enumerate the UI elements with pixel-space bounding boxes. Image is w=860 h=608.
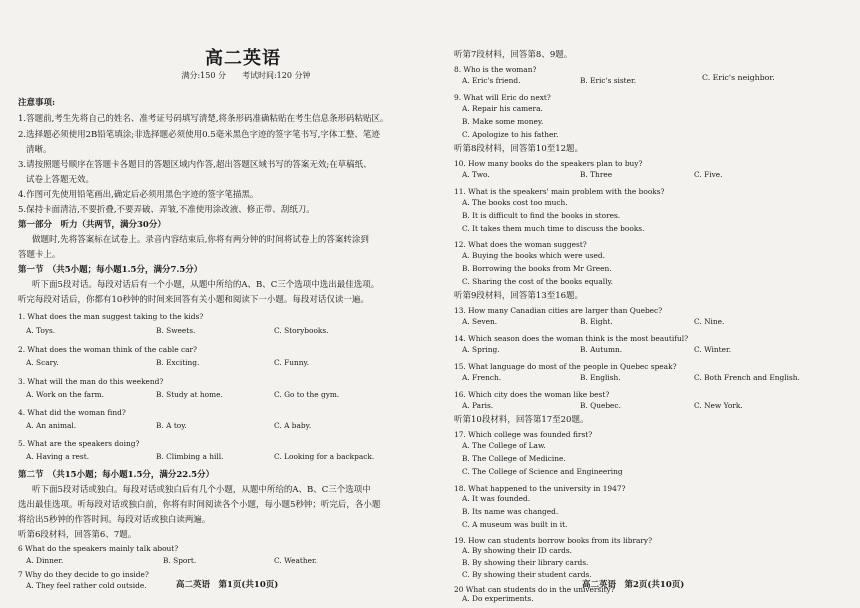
question-12: 12. What does the woman suggest? bbox=[454, 240, 587, 249]
question-20: 20 What can students do in the university? bbox=[454, 585, 615, 594]
q1-option-b[interactable]: B. Sweets. bbox=[156, 326, 196, 335]
material-7-heading: 听第7段材料，回答第8、9题。 bbox=[454, 50, 573, 60]
q3-option-c[interactable]: C. Go to the gym. bbox=[274, 390, 340, 399]
q13-option-c[interactable]: C. Nine. bbox=[694, 317, 725, 326]
question-16: 16. Which city does the woman like best? bbox=[454, 390, 610, 399]
q17-option-c[interactable]: C. The College of Science and Engineering bbox=[462, 467, 623, 476]
question-4: 4. What did the woman find? bbox=[18, 408, 126, 417]
q9-option-c[interactable]: C. Apologize to his father. bbox=[462, 130, 559, 139]
question-6: 6 What do the speakers mainly talk about? bbox=[18, 544, 179, 553]
part-1-intro-1: 做题时,先将答案标在试卷上。录音内容结束后,你将有两分钟的时间将试卷上的答案转涂到 bbox=[32, 235, 369, 245]
section-1-intro-2: 听完每段对话后，你都有10秒钟的时间来回答有关小题和阅读下一小题。每段对话仅读一遍。 bbox=[18, 295, 369, 305]
q6-option-c[interactable]: C. Weather. bbox=[274, 556, 318, 565]
question-5: 5. What are the speakers doing? bbox=[18, 439, 140, 448]
q15-option-b[interactable]: B. English. bbox=[580, 373, 621, 382]
material-9-heading: 听第9段材料，回答第13至16题。 bbox=[454, 291, 584, 301]
q9-option-a[interactable]: A. Repair his camera. bbox=[462, 104, 543, 113]
page-title: 高二英语 bbox=[205, 48, 281, 69]
section-2-intro-1: 听下面5段对话或独白。每段对话或独白后有几个小题，从题中所给的A、B、C三个选项中 bbox=[32, 485, 371, 495]
q16-option-c[interactable]: C. New York. bbox=[694, 401, 743, 410]
q14-option-c[interactable]: C. Winter. bbox=[694, 345, 732, 354]
q13-option-a[interactable]: A. Seven. bbox=[462, 317, 498, 326]
q10-option-b[interactable]: B. Three bbox=[580, 170, 613, 179]
q16-option-b[interactable]: B. Quebec. bbox=[580, 401, 621, 410]
q2-option-b[interactable]: B. Exciting. bbox=[156, 358, 200, 367]
note-2-cont: 清晰。 bbox=[26, 145, 52, 155]
question-18: 18. What happened to the university in 1947? bbox=[454, 484, 626, 493]
q7-option-a[interactable]: A. They feel rather cold outside. bbox=[26, 581, 147, 590]
q14-option-b[interactable]: B. Autumn. bbox=[580, 345, 623, 354]
q14-option-a[interactable]: A. Spring. bbox=[462, 345, 500, 354]
q10-option-a[interactable]: A. Two. bbox=[462, 170, 490, 179]
section-2-heading: 第二节 （共15小题；每小题1.5分，满分22.5分） bbox=[18, 470, 215, 480]
q8-option-b[interactable]: B. Eric's sister. bbox=[580, 76, 637, 85]
q1-option-a[interactable]: A. Toys. bbox=[26, 326, 56, 335]
q12-option-b[interactable]: B. Borrowing the books from Mr Green. bbox=[462, 264, 612, 273]
question-7: 7 Why do they decide to go inside? bbox=[18, 570, 149, 579]
page-1-footer: 高二英语 第1页(共10页) bbox=[176, 580, 279, 590]
q12-option-a[interactable]: A. Buying the books which were used. bbox=[462, 251, 605, 260]
question-15: 15. What language do most of the people in Quebec speak? bbox=[454, 362, 677, 371]
note-3-cont: 试卷上答题无效。 bbox=[26, 175, 95, 185]
question-13: 13. How many Canadian cities are larger than Quebec? bbox=[454, 306, 663, 315]
q5-option-c[interactable]: C. Looking for a backpack. bbox=[274, 452, 375, 461]
material-6-heading: 听第6段材料，回答第6、7题。 bbox=[18, 530, 137, 540]
part-1-intro-2: 答题卡上。 bbox=[18, 250, 61, 260]
question-11: 11. What is the speakers' main problem with the books? bbox=[454, 187, 665, 196]
q15-option-a[interactable]: A. French. bbox=[462, 373, 502, 382]
q18-option-b[interactable]: B. Its name was changed. bbox=[462, 507, 559, 516]
q6-option-a[interactable]: A. Dinner. bbox=[26, 556, 64, 565]
q11-option-c[interactable]: C. It takes them much time to discuss the books. bbox=[462, 224, 645, 233]
question-10: 10. How many books do the speakers plan to buy? bbox=[454, 159, 643, 168]
section-2-intro-3: 将给出5秒钟的作答时间。每段对话或独白读两遍。 bbox=[18, 515, 211, 525]
q3-option-b[interactable]: B. Study at home. bbox=[156, 390, 223, 399]
q12-option-c[interactable]: C. Sharing the cost of the books equally. bbox=[462, 277, 613, 286]
page-2-footer: 高二英语 第2页(共10页) bbox=[582, 580, 685, 590]
question-3: 3. What will the man do this weekend? bbox=[18, 377, 164, 386]
material-8-heading: 听第8段材料，回答第10至12题。 bbox=[454, 144, 584, 154]
question-1: 1. What does the man suggest taking to the kids? bbox=[18, 312, 204, 321]
q4-option-a[interactable]: A. An animal. bbox=[26, 421, 77, 430]
q4-option-c[interactable]: C. A baby. bbox=[274, 421, 312, 430]
q2-option-c[interactable]: C. Funny. bbox=[274, 358, 310, 367]
q6-option-b[interactable]: B. Sport. bbox=[163, 556, 197, 565]
q18-option-c[interactable]: C. A museum was built in it. bbox=[462, 520, 568, 529]
note-1: 1.答题前,考生先将自己的姓名、准考证号码填写清楚,将条形码准确粘贴在考生信息条形码粘贴区。 bbox=[18, 114, 389, 124]
question-17: 17. Which college was founded first? bbox=[454, 430, 593, 439]
note-3: 3.请按照题号顺序在答题卡各题目的答题区域内作答,超出答题区域书写的答案无效;在草稿纸、 bbox=[18, 160, 372, 170]
q11-option-a[interactable]: A. The books cost too much. bbox=[462, 198, 568, 207]
section-2-intro-2: 选出最佳选项。听每段对话或独白前，你将有时间阅读各个小题，每小题5秒钟；听完后，各小题 bbox=[18, 500, 381, 510]
q3-option-a[interactable]: A. Work on the farm. bbox=[26, 390, 104, 399]
question-2: 2. What does the woman think of the cable car? bbox=[18, 345, 198, 354]
section-1-intro-1: 听下面5段对话。每段对话后有一个小题，从题中所给的A、B、C三个选项中选出最佳选项。 bbox=[32, 280, 380, 290]
exam-meta: 满分:150 分 考试时间:120 分钟 bbox=[181, 71, 311, 80]
q8-option-a[interactable]: A. Eric's friend. bbox=[462, 76, 521, 85]
q5-option-a[interactable]: A. Having a rest. bbox=[26, 452, 90, 461]
q16-option-a[interactable]: A. Paris. bbox=[462, 401, 494, 410]
note-5: 5.保持卡面清洁,不要折叠,不要弄破、弄皱,不准使用涂改液、修正带、刮纸刀。 bbox=[18, 205, 315, 215]
q1-option-c[interactable]: C. Storybooks. bbox=[274, 326, 329, 335]
q4-option-b[interactable]: B. A toy. bbox=[156, 421, 187, 430]
note-4: 4.作图可先使用铅笔画出,确定后必须用黑色字迹的签字笔描黑。 bbox=[18, 190, 259, 200]
question-8: 8. Who is the woman? bbox=[454, 65, 537, 74]
q10-option-c[interactable]: C. Five. bbox=[694, 170, 723, 179]
q19-option-a[interactable]: A. By showing their ID cards. bbox=[462, 546, 573, 555]
q19-option-b[interactable]: B. By showing their library cards. bbox=[462, 558, 589, 567]
q18-option-a[interactable]: A. It was founded. bbox=[462, 494, 531, 503]
question-9: 9. What will Eric do next? bbox=[454, 93, 551, 102]
q17-option-b[interactable]: B. The College of Medicine. bbox=[462, 454, 566, 463]
q9-option-b[interactable]: B. Make some money. bbox=[462, 117, 544, 126]
material-10-heading: 听第10段材料，回答第17至20题。 bbox=[454, 415, 589, 425]
q8-option-c[interactable]: C. Eric's neighbor. bbox=[702, 73, 775, 82]
q15-option-c[interactable]: C. Both French and English. bbox=[694, 373, 800, 382]
note-2: 2.选择题必须使用2B铅笔填涂;非选择题必须使用0.5毫米黑色字迹的签字笔书写,字体工整、笔迹 bbox=[18, 130, 380, 140]
question-14: 14. Which season does the woman think is the most beautiful? bbox=[454, 334, 689, 343]
notes-heading: 注意事项: bbox=[18, 98, 56, 108]
section-1-heading: 第一节 （共5小题；每小题1.5分，满分7.5分） bbox=[18, 265, 203, 275]
q19-option-c[interactable]: C. By showing their student cards. bbox=[462, 570, 592, 579]
q5-option-b[interactable]: B. Climbing a hill. bbox=[156, 452, 224, 461]
q20-option-a[interactable]: A. Do experiments. bbox=[462, 594, 534, 603]
q13-option-b[interactable]: B. Eight. bbox=[580, 317, 613, 326]
q2-option-a[interactable]: A. Scary. bbox=[26, 358, 59, 367]
question-19: 19. How can students borrow books from its library? bbox=[454, 536, 653, 545]
part-1-heading: 第一部分 听力（共两节，满分30分） bbox=[18, 220, 166, 230]
q17-option-a[interactable]: A. The College of Law. bbox=[462, 441, 546, 450]
q11-option-b[interactable]: B. It is difficult to find the books in stores. bbox=[462, 211, 621, 220]
